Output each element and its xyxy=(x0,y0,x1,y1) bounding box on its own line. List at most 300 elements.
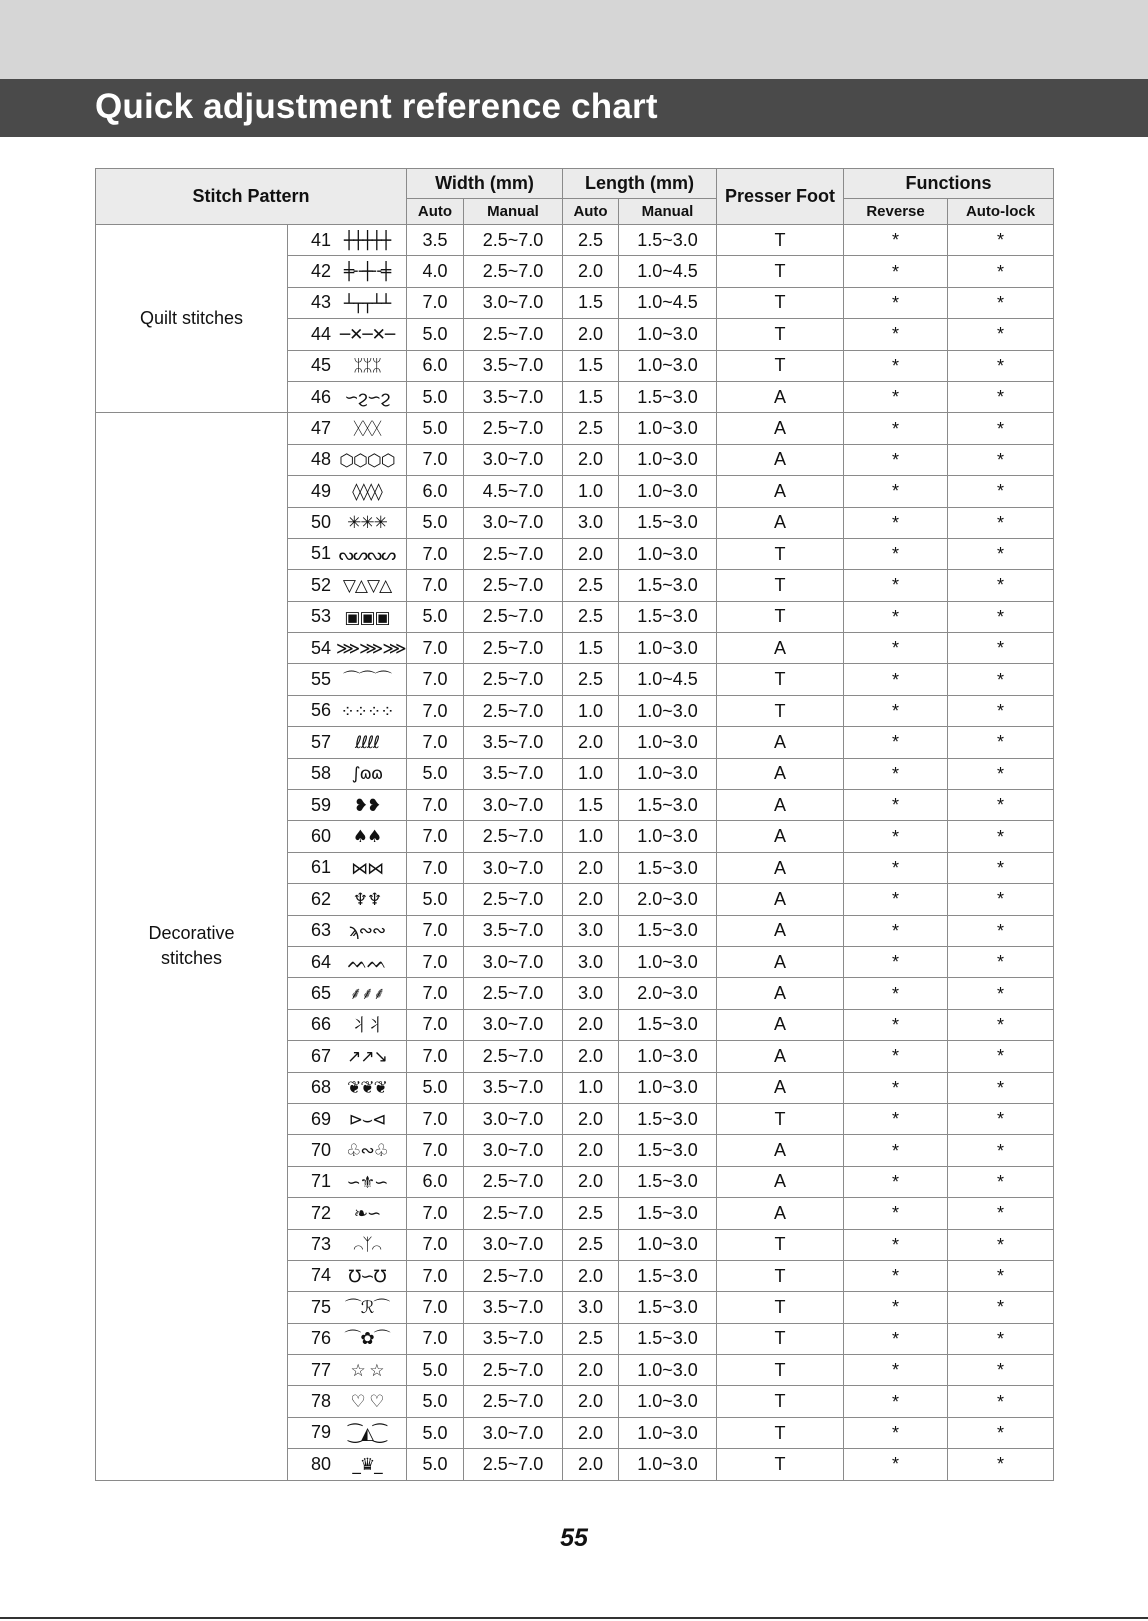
stitch-number: 77 xyxy=(310,1359,332,1380)
clover-vine-icon: ♧∾♧ xyxy=(346,1141,388,1162)
cell-width-manual: 2.5~7.0 xyxy=(464,225,563,256)
star-burst-icon: ✳✳✳ xyxy=(347,513,387,534)
stitch-number: 60 xyxy=(310,825,332,846)
cell-auto-lock: * xyxy=(948,1292,1054,1323)
cell-length-auto: 2.0 xyxy=(563,1166,619,1197)
cell-width-manual: 3.0~7.0 xyxy=(464,507,563,538)
cell-length-manual: 1.0~3.0 xyxy=(619,727,717,758)
cell-stitch-pattern xyxy=(288,538,407,569)
cell-stitch-pattern xyxy=(288,1072,407,1103)
cell-auto-lock: * xyxy=(948,821,1054,852)
cell-width-manual: 3.0~7.0 xyxy=(464,790,563,821)
cell-presser-foot: A xyxy=(717,884,844,915)
cell-width-auto: 7.0 xyxy=(407,1103,464,1134)
cell-presser-foot: A xyxy=(717,1198,844,1229)
stitch-number: 41 xyxy=(310,229,332,250)
cell-stitch-pattern xyxy=(288,978,407,1009)
stitch-number: 52 xyxy=(310,574,332,595)
flower-vine-icon: ⌒✿⌒ xyxy=(344,1329,390,1350)
cell-length-manual: 1.0~3.0 xyxy=(619,1449,717,1480)
stitch-number: 80 xyxy=(310,1453,332,1474)
cell-presser-foot: A xyxy=(717,444,844,475)
cell-width-auto: 7.0 xyxy=(407,946,464,977)
honeycomb-icon: ⬡⬡⬡⬡ xyxy=(339,450,395,471)
cell-reverse: * xyxy=(844,1323,948,1354)
heart-outline-icon: ♡ ♡ xyxy=(350,1392,384,1413)
header-auto-lock: Auto-lock xyxy=(948,199,1054,225)
cell-length-manual: 1.5~3.0 xyxy=(619,1292,717,1323)
cell-width-auto: 5.0 xyxy=(407,884,464,915)
stitch-number: 67 xyxy=(310,1045,332,1066)
cell-auto-lock: * xyxy=(948,507,1054,538)
cell-reverse: * xyxy=(844,664,948,695)
cell-width-manual: 2.5~7.0 xyxy=(464,664,563,695)
cell-auto-lock: * xyxy=(948,1449,1054,1480)
stitch-number: 64 xyxy=(310,951,332,972)
cell-auto-lock: * xyxy=(948,1260,1054,1291)
quilt-meander-icon: ∽ϩ∽ϩ xyxy=(344,387,390,408)
cell-length-auto: 2.5 xyxy=(563,1229,619,1260)
dolphin-icon: ⁐◭⁐ xyxy=(348,1423,386,1444)
cell-length-manual: 2.0~3.0 xyxy=(619,884,717,915)
cell-width-manual: 2.5~7.0 xyxy=(464,978,563,1009)
cell-length-manual: 1.0~3.0 xyxy=(619,1041,717,1072)
cell-reverse: * xyxy=(844,758,948,789)
cell-width-auto: 7.0 xyxy=(407,790,464,821)
cell-length-auto: 2.0 xyxy=(563,1041,619,1072)
cell-length-manual: 1.0~3.0 xyxy=(619,1229,717,1260)
cell-width-manual: 3.5~7.0 xyxy=(464,1323,563,1354)
cell-presser-foot: A xyxy=(717,413,844,444)
stitch-number: 71 xyxy=(310,1171,332,1192)
lotus-icon: ᨓᨓ xyxy=(347,952,387,973)
cell-presser-foot: T xyxy=(717,1260,844,1291)
leaf-sprig-icon: ❧∽ xyxy=(353,1203,381,1224)
stitch-number: 49 xyxy=(310,480,332,501)
cell-length-manual: 1.0~3.0 xyxy=(619,1355,717,1386)
cell-auto-lock: * xyxy=(948,570,1054,601)
cell-auto-lock: * xyxy=(948,350,1054,381)
stitch-number: 48 xyxy=(310,449,332,470)
header-length: Length (mm) xyxy=(563,169,717,199)
cell-length-auto: 1.0 xyxy=(563,1072,619,1103)
cell-width-auto: 7.0 xyxy=(407,1041,464,1072)
cell-width-auto: 6.0 xyxy=(407,476,464,507)
cell-length-auto: 2.5 xyxy=(563,225,619,256)
cell-length-manual: 1.0~3.0 xyxy=(619,946,717,977)
cell-stitch-pattern xyxy=(288,790,407,821)
arrow-feather-icon: ⋙⋙⋙ xyxy=(336,638,406,659)
cell-length-auto: 2.0 xyxy=(563,1009,619,1040)
cell-reverse: * xyxy=(844,727,948,758)
cell-width-manual: 2.5~7.0 xyxy=(464,1355,563,1386)
cell-reverse: * xyxy=(844,695,948,726)
cell-width-manual: 2.5~7.0 xyxy=(464,1386,563,1417)
cell-presser-foot: A xyxy=(717,946,844,977)
stitch-number: 62 xyxy=(310,888,332,909)
cell-length-auto: 2.5 xyxy=(563,601,619,632)
cell-auto-lock: * xyxy=(948,1229,1054,1260)
cell-stitch-pattern xyxy=(288,225,407,256)
diamond-lattice-icon: ◊◊◊◊ xyxy=(352,481,382,502)
cell-reverse: * xyxy=(844,1198,948,1229)
cell-auto-lock: * xyxy=(948,1386,1054,1417)
cell-width-auto: 6.0 xyxy=(407,1166,464,1197)
cell-length-auto: 1.5 xyxy=(563,633,619,664)
cell-reverse: * xyxy=(844,1072,948,1103)
cell-presser-foot: T xyxy=(717,601,844,632)
cell-auto-lock: * xyxy=(948,1041,1054,1072)
cell-length-auto: 3.0 xyxy=(563,946,619,977)
cell-width-manual: 2.5~7.0 xyxy=(464,413,563,444)
cell-presser-foot: A xyxy=(717,1072,844,1103)
cell-length-manual: 1.5~3.0 xyxy=(619,1323,717,1354)
cell-presser-foot: T xyxy=(717,350,844,381)
cell-stitch-pattern xyxy=(288,1386,407,1417)
cell-width-auto: 7.0 xyxy=(407,1229,464,1260)
cell-presser-foot: A xyxy=(717,915,844,946)
cell-length-auto: 2.0 xyxy=(563,727,619,758)
cell-width-auto: 7.0 xyxy=(407,1009,464,1040)
cell-width-auto: 5.0 xyxy=(407,601,464,632)
cell-presser-foot: A xyxy=(717,821,844,852)
stitch-number: 53 xyxy=(310,606,332,627)
cell-length-auto: 1.0 xyxy=(563,758,619,789)
cell-width-auto: 7.0 xyxy=(407,852,464,883)
cell-width-manual: 2.5~7.0 xyxy=(464,1198,563,1229)
quilt-dashed-cross-icon: ╪╌┼╌╪ xyxy=(343,262,391,283)
category-decorative-stitches xyxy=(96,413,288,1480)
cell-length-auto: 2.0 xyxy=(563,852,619,883)
cell-length-manual: 1.0~3.0 xyxy=(619,444,717,475)
dotted-arch-icon: ⁘⁘⁘⁘ xyxy=(340,701,394,722)
cell-width-manual: 3.0~7.0 xyxy=(464,1229,563,1260)
cell-length-manual: 1.0~3.0 xyxy=(619,350,717,381)
cell-auto-lock: * xyxy=(948,1103,1054,1134)
stitch-number: 54 xyxy=(310,637,332,658)
cell-width-auto: 7.0 xyxy=(407,1323,464,1354)
header-length-manual: Manual xyxy=(619,199,717,225)
cell-reverse: * xyxy=(844,538,948,569)
cell-presser-foot: A xyxy=(717,852,844,883)
header-width-manual: Manual xyxy=(464,199,563,225)
cell-length-auto: 3.0 xyxy=(563,915,619,946)
cell-length-manual: 1.0~4.5 xyxy=(619,256,717,287)
stitch-number: 74 xyxy=(310,1265,332,1286)
cell-width-manual: 2.5~7.0 xyxy=(464,821,563,852)
stitch-number: 78 xyxy=(310,1391,332,1412)
cell-auto-lock: * xyxy=(948,978,1054,1009)
cell-presser-foot: A xyxy=(717,633,844,664)
cell-width-auto: 7.0 xyxy=(407,695,464,726)
cell-length-manual: 1.5~3.0 xyxy=(619,381,717,412)
page-number: 55 xyxy=(560,1524,588,1552)
cell-length-manual: 1.5~3.0 xyxy=(619,507,717,538)
cell-stitch-pattern xyxy=(288,413,407,444)
cell-width-auto: 7.0 xyxy=(407,633,464,664)
header-stitch-pattern: Stitch Pattern xyxy=(96,169,407,225)
cell-reverse: * xyxy=(844,350,948,381)
top-band xyxy=(0,0,1148,79)
cell-reverse: * xyxy=(844,915,948,946)
stitch-number: 58 xyxy=(310,763,332,784)
cell-auto-lock: * xyxy=(948,1072,1054,1103)
wave-lattice-icon: ᔓᔕᔓᔕ xyxy=(338,544,396,565)
cell-reverse: * xyxy=(844,1009,948,1040)
cell-presser-foot: T xyxy=(717,1292,844,1323)
stitch-number: 42 xyxy=(310,260,332,281)
cell-presser-foot: A xyxy=(717,1009,844,1040)
cell-reverse: * xyxy=(844,790,948,821)
cell-width-manual: 2.5~7.0 xyxy=(464,695,563,726)
cell-reverse: * xyxy=(844,633,948,664)
header-presser-foot: Presser Foot xyxy=(717,169,844,225)
stitch-number: 55 xyxy=(310,669,332,690)
cell-stitch-pattern xyxy=(288,601,407,632)
cell-reverse: * xyxy=(844,319,948,350)
cell-stitch-pattern xyxy=(288,1355,407,1386)
cell-presser-foot: A xyxy=(717,1135,844,1166)
cell-auto-lock: * xyxy=(948,601,1054,632)
stitch-number: 50 xyxy=(310,512,332,533)
cell-width-manual: 2.5~7.0 xyxy=(464,601,563,632)
cell-auto-lock: * xyxy=(948,790,1054,821)
category-quilt-stitches: Quilt stitches xyxy=(96,225,288,413)
cell-length-manual: 1.0~3.0 xyxy=(619,413,717,444)
cell-length-auto: 1.0 xyxy=(563,821,619,852)
cell-width-manual: 3.5~7.0 xyxy=(464,915,563,946)
stitch-number: 47 xyxy=(310,417,332,438)
cell-auto-lock: * xyxy=(948,1135,1054,1166)
cell-length-manual: 1.0~3.0 xyxy=(619,821,717,852)
category-label-line: Decorative xyxy=(148,923,235,944)
cell-length-auto: 2.5 xyxy=(563,413,619,444)
cell-length-auto: 3.0 xyxy=(563,978,619,1009)
cell-reverse: * xyxy=(844,1041,948,1072)
cell-length-auto: 2.0 xyxy=(563,444,619,475)
cell-presser-foot: T xyxy=(717,287,844,318)
cell-length-auto: 2.0 xyxy=(563,256,619,287)
triangle-lattice-icon: ▽△▽△ xyxy=(342,576,392,597)
cell-width-auto: 7.0 xyxy=(407,821,464,852)
cell-length-auto: 2.0 xyxy=(563,1355,619,1386)
cell-length-manual: 1.5~3.0 xyxy=(619,790,717,821)
cell-length-auto: 1.0 xyxy=(563,695,619,726)
cell-reverse: * xyxy=(844,381,948,412)
stitch-number: 73 xyxy=(310,1234,332,1255)
cell-presser-foot: A xyxy=(717,790,844,821)
filled-leaf-icon: ❥❥ xyxy=(353,795,381,816)
cell-presser-foot: T xyxy=(717,1386,844,1417)
cell-presser-foot: A xyxy=(717,381,844,412)
table-header xyxy=(96,169,1054,225)
cell-length-auto: 2.0 xyxy=(563,1135,619,1166)
cell-stitch-pattern xyxy=(288,727,407,758)
cell-length-manual: 1.5~3.0 xyxy=(619,601,717,632)
cell-reverse: * xyxy=(844,1135,948,1166)
cell-auto-lock: * xyxy=(948,538,1054,569)
cell-auto-lock: * xyxy=(948,1198,1054,1229)
quilt-straight-ticks-icon: ┼┼┼┼┼ xyxy=(343,230,391,251)
cell-width-manual: 2.5~7.0 xyxy=(464,884,563,915)
reference-chart-table xyxy=(95,168,1054,1481)
cell-width-manual: 3.0~7.0 xyxy=(464,852,563,883)
cell-length-manual: 1.0~3.0 xyxy=(619,695,717,726)
cell-length-manual: 1.5~3.0 xyxy=(619,1009,717,1040)
table-row xyxy=(96,225,1054,256)
cell-length-manual: 1.5~3.0 xyxy=(619,852,717,883)
cell-width-auto: 5.0 xyxy=(407,1386,464,1417)
cell-length-manual: 1.0~4.5 xyxy=(619,287,717,318)
cell-stitch-pattern xyxy=(288,1135,407,1166)
cell-width-auto: 7.0 xyxy=(407,915,464,946)
stitch-number: 69 xyxy=(310,1108,332,1129)
cell-stitch-pattern xyxy=(288,1292,407,1323)
cell-width-auto: 7.0 xyxy=(407,978,464,1009)
cell-stitch-pattern xyxy=(288,1449,407,1480)
cell-width-auto: 5.0 xyxy=(407,413,464,444)
cell-length-manual: 1.5~3.0 xyxy=(619,225,717,256)
cell-auto-lock: * xyxy=(948,225,1054,256)
cell-width-auto: 7.0 xyxy=(407,1260,464,1291)
cell-width-auto: 5.0 xyxy=(407,1417,464,1448)
cell-stitch-pattern xyxy=(288,884,407,915)
cell-reverse: * xyxy=(844,1386,948,1417)
cell-width-auto: 3.5 xyxy=(407,225,464,256)
cell-width-manual: 2.5~7.0 xyxy=(464,633,563,664)
arrow-sprig-icon: ↗↗↘ xyxy=(347,1046,387,1067)
cell-auto-lock: * xyxy=(948,695,1054,726)
cell-length-manual: 1.0~4.5 xyxy=(619,664,717,695)
tulip-vine-icon: ℧∽℧ xyxy=(348,1266,386,1287)
cell-presser-foot: T xyxy=(717,1103,844,1134)
cell-auto-lock: * xyxy=(948,1417,1054,1448)
cell-auto-lock: * xyxy=(948,319,1054,350)
header-width: Width (mm) xyxy=(407,169,563,199)
cell-width-auto: 5.0 xyxy=(407,1449,464,1480)
cell-width-manual: 3.0~7.0 xyxy=(464,946,563,977)
cell-stitch-pattern xyxy=(288,1198,407,1229)
bow-icon: ⋈⋈ xyxy=(351,858,383,879)
cell-reverse: * xyxy=(844,821,948,852)
cell-width-auto: 7.0 xyxy=(407,727,464,758)
greek-key-icon: ▣▣▣ xyxy=(344,607,390,628)
cell-stitch-pattern xyxy=(288,350,407,381)
cell-stitch-pattern xyxy=(288,570,407,601)
cell-width-auto: 5.0 xyxy=(407,319,464,350)
cell-auto-lock: * xyxy=(948,633,1054,664)
stitch-number: 57 xyxy=(310,731,332,752)
stitch-number: 61 xyxy=(310,857,332,878)
cell-presser-foot: T xyxy=(717,1417,844,1448)
cell-length-manual: 1.0~3.0 xyxy=(619,538,717,569)
cell-width-manual: 2.5~7.0 xyxy=(464,1449,563,1480)
cell-width-manual: 2.5~7.0 xyxy=(464,1166,563,1197)
cell-auto-lock: * xyxy=(948,758,1054,789)
cell-length-manual: 1.5~3.0 xyxy=(619,1198,717,1229)
cell-reverse: * xyxy=(844,946,948,977)
cell-auto-lock: * xyxy=(948,915,1054,946)
stitch-number: 63 xyxy=(310,920,332,941)
cell-width-auto: 5.0 xyxy=(407,1355,464,1386)
cell-length-manual: 1.0~3.0 xyxy=(619,476,717,507)
cell-length-auto: 1.5 xyxy=(563,381,619,412)
cell-length-auto: 2.0 xyxy=(563,1103,619,1134)
cell-width-manual: 4.5~7.0 xyxy=(464,476,563,507)
cell-reverse: * xyxy=(844,1103,948,1134)
header-reverse: Reverse xyxy=(844,199,948,225)
table-row xyxy=(96,413,1054,444)
cell-stitch-pattern xyxy=(288,256,407,287)
header-functions: Functions xyxy=(844,169,1054,199)
cell-stitch-pattern xyxy=(288,1323,407,1354)
cell-presser-foot: T xyxy=(717,256,844,287)
spiral-wave-icon: ∫ɷɷ xyxy=(351,764,383,785)
sprouting-stem-icon: ⌒ᛉ⌒ xyxy=(353,1235,381,1256)
cell-stitch-pattern xyxy=(288,758,407,789)
stitch-number: 72 xyxy=(310,1202,332,1223)
cell-reverse: * xyxy=(844,1229,948,1260)
cell-stitch-pattern xyxy=(288,821,407,852)
table-body xyxy=(96,225,1054,1481)
cell-reverse: * xyxy=(844,852,948,883)
cell-presser-foot: A xyxy=(717,978,844,1009)
cell-length-auto: 2.0 xyxy=(563,1260,619,1291)
cell-width-auto: 7.0 xyxy=(407,570,464,601)
stitch-number: 56 xyxy=(310,700,332,721)
stitch-number: 65 xyxy=(310,982,332,1003)
quilt-cross-stitch-icon: ─✕─✕─ xyxy=(339,324,395,345)
fern-icon: ⸙⸙⸙ xyxy=(349,984,385,1005)
cell-length-manual: 1.0~3.0 xyxy=(619,319,717,350)
cell-length-auto: 2.5 xyxy=(563,1323,619,1354)
title-bar xyxy=(0,79,1148,137)
cell-length-auto: 2.5 xyxy=(563,664,619,695)
cell-length-auto: 2.0 xyxy=(563,319,619,350)
cell-width-auto: 7.0 xyxy=(407,444,464,475)
cell-width-auto: 5.0 xyxy=(407,758,464,789)
crown-grass-icon: _♛_ xyxy=(352,1455,382,1476)
scroll-swirl-icon: ϡ∾∾ xyxy=(348,921,386,942)
cell-length-auto: 2.5 xyxy=(563,570,619,601)
loop-chain-icon: ℓℓℓℓ xyxy=(354,733,380,754)
cell-width-manual: 3.5~7.0 xyxy=(464,381,563,412)
cell-auto-lock: * xyxy=(948,381,1054,412)
cell-auto-lock: * xyxy=(948,476,1054,507)
cell-presser-foot: A xyxy=(717,1166,844,1197)
cell-stitch-pattern xyxy=(288,1417,407,1448)
fleur-scroll-icon: ∽⚜∽ xyxy=(346,1172,388,1193)
cross-x-chain-icon: ᚷᚷᚷ xyxy=(353,419,381,440)
cell-presser-foot: T xyxy=(717,664,844,695)
cell-reverse: * xyxy=(844,476,948,507)
stitch-number: 44 xyxy=(310,323,332,344)
cell-reverse: * xyxy=(844,884,948,915)
cell-stitch-pattern xyxy=(288,664,407,695)
cell-auto-lock: * xyxy=(948,664,1054,695)
stitch-number: 66 xyxy=(310,1014,332,1035)
cell-reverse: * xyxy=(844,256,948,287)
cell-length-manual: 1.0~3.0 xyxy=(619,633,717,664)
cell-length-manual: 1.0~3.0 xyxy=(619,1417,717,1448)
cell-stitch-pattern xyxy=(288,852,407,883)
bottom-rule xyxy=(0,1617,1148,1619)
cell-auto-lock: * xyxy=(948,727,1054,758)
cell-width-auto: 7.0 xyxy=(407,287,464,318)
cell-stitch-pattern xyxy=(288,1166,407,1197)
stitch-number: 46 xyxy=(310,386,332,407)
cell-reverse: * xyxy=(844,1260,948,1291)
